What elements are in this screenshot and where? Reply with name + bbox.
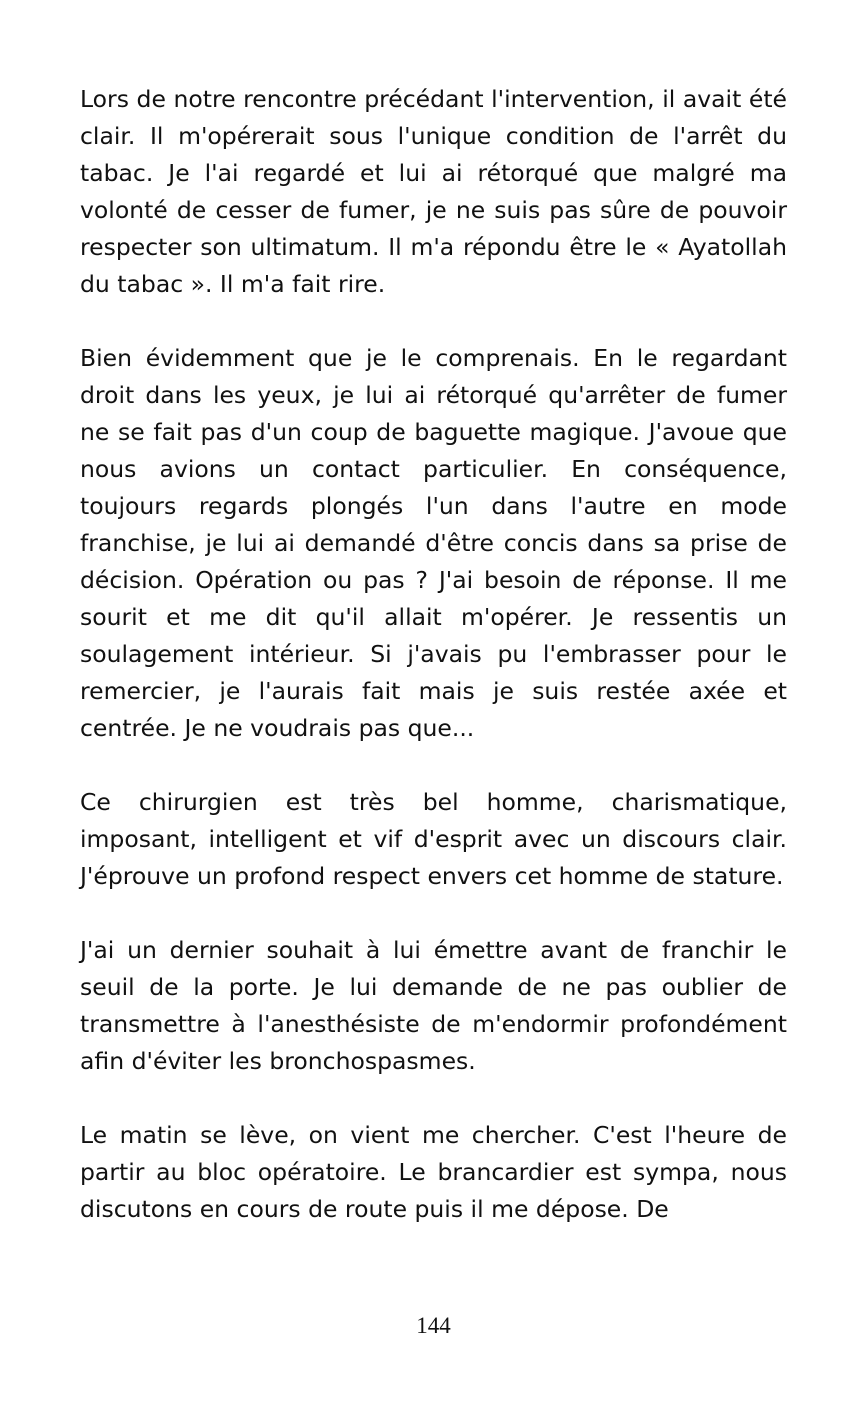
page-number: 144 — [416, 1313, 451, 1338]
paragraph-understanding: Bien évidemment que je le comprenais. En le regardant droit dans les yeux, je lui ai rétorqué qu'arrêter de fumer ne se fait pas d'un coup de baguette magique. J'avoue que nous avions un contact particulier. En conséquence, toujours regards plongés l'un dans l'autre en mode franchise, je lui ai demandé d'être concis dans sa prise de décision. Opération ou pas ? J'ai besoin de réponse. Il me sourit et me dit qu'il allait m'opérer. Je ressentis un soulagement intérieur. Si j'avais pu l'embrasser pour le remercier, je l'aurais fait mais je suis restée axée et centrée. Je ne voudrais pas que... — [80, 344, 787, 742]
paragraph-anesthesia-wish: J'ai un dernier souhait à lui émettre avant de franchir le seuil de la porte. Je lui demande de ne pas oublier de transmettre à l'anesthésiste de m'endormir profondément afin d'éviter les bronchospasmes. — [80, 936, 787, 1075]
paragraph-morning-transfer: Le matin se lève, on vient me chercher. C'est l'heure de partir au bloc opératoire. Le brancardier est sympa, nous discutons en cours de route puis il me dépose. De — [80, 1121, 787, 1223]
page-body-text — [80, 81, 787, 1228]
paragraph-surgeon-meeting: Lors de notre rencontre précédant l'intervention, il avait été clair. Il m'opérerait sous l'unique condition de l'arrêt du tabac. Je l'ai regardé et lui ai rétorqué que malgré ma volonté de cesser de fumer, je ne suis pas sûre de pouvoir respecter son ultimatum. Il m'a répondu être le « Ayatollah du tabac ». Il m'a fait rire. — [80, 85, 787, 298]
paragraph-surgeon-description: Ce chirurgien est très bel homme, charismatique, imposant, intelligent et vif d'esprit avec un discours clair. J'éprouve un profond respect envers cet homme de stature. — [80, 788, 787, 890]
